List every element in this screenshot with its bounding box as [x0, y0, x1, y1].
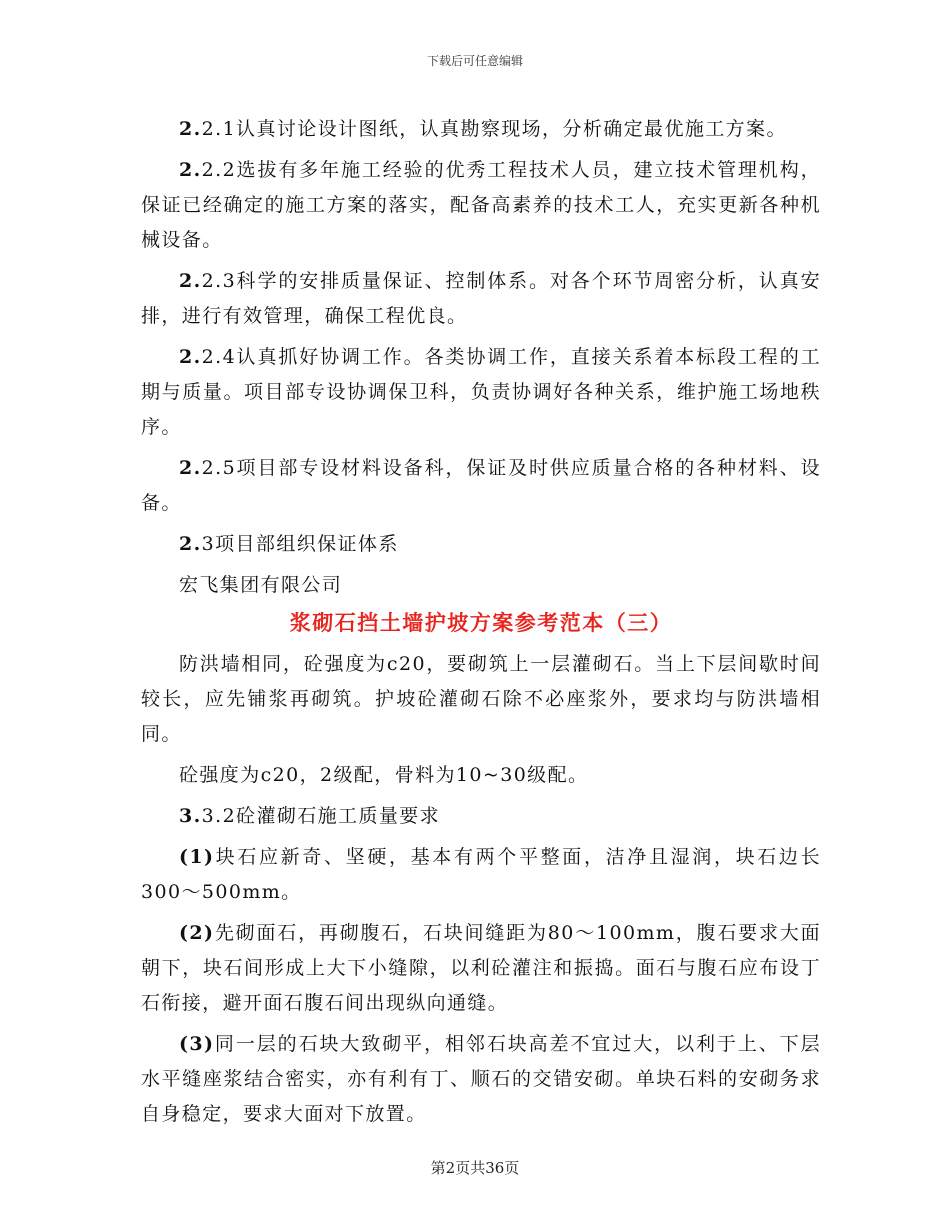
paragraph-text: 防洪墙相同，砼强度为c20，要砌筑上一层灌砌石。当上下层间歇时间较长，应先铺浆再砌筑。护坡砼灌砌石除不必座浆外，要求均与防洪墙相同。 [141, 653, 821, 745]
paragraph-2-2-2 [141, 153, 821, 258]
paragraph-number: 2. [179, 118, 202, 140]
list-item-1 [141, 840, 821, 910]
page-header: 下载后可任意编辑 [426, 54, 523, 68]
paragraph-number: 2. [179, 346, 202, 368]
paragraph-text: 2.5项目部专设材料设备科，保证及时供应质量合格的各种材料、设备。 [141, 457, 821, 514]
paragraph-text: 2.4认真抓好协调工作。各类协调工作，直接关系着本标段工程的工期与质量。项目部专设协调保卫科，负责协调好各种关系，维护施工场地秩序。 [141, 346, 821, 438]
list-item-3 [141, 1027, 821, 1132]
paragraph-text: 同一层的石块大致砌平，相邻石块高差不宜过大，以利于上、下层水平缝座浆结合密实，亦有利有丁、顺石的交错安砌。单块石料的安砌务求自身稳定，要求大面对下放置。 [141, 1033, 821, 1125]
paragraph-2-2-1 [141, 112, 821, 147]
company-name [141, 568, 821, 603]
paragraph-text: 3.2砼灌砌石施工质量要求 [201, 805, 441, 827]
paragraph-text: 砼强度为c20，2级配，骨料为10~30级配。 [179, 764, 589, 786]
paragraph-number: 2. [179, 457, 202, 479]
paragraph-number: 3. [179, 805, 202, 827]
paragraph-2-2-3 [141, 264, 821, 334]
paragraph-text: 3项目部组织保证体系 [201, 533, 399, 555]
paragraph-text: 2.1认真讨论设计图纸，认真勘察现场，分析确定最优施工方案。 [201, 118, 787, 140]
paragraph-intro [141, 647, 821, 752]
list-item-2 [141, 916, 821, 1021]
document-body [141, 112, 821, 1138]
paragraph-2-2-5 [141, 451, 821, 521]
paragraph-number: 2. [179, 270, 202, 292]
paragraph-number: 2. [179, 159, 202, 181]
paragraph-text: 宏飞集团有限公司 [179, 574, 343, 596]
paragraph-text: 先砌面石，再砌腹石，石块间缝距为80～100mm，腹石要求大面朝下，块石间形成上大下小缝隙，以利砼灌注和振捣。面石与腹石应布设丁石衔接，避开面石腹石间出现纵向通缝。 [141, 922, 821, 1014]
list-item-number: (1) [179, 846, 215, 868]
section-heading-2-3 [141, 527, 821, 562]
paragraph-concrete-grade [141, 758, 821, 793]
list-item-number: (2) [179, 922, 215, 944]
paragraph-2-2-4 [141, 340, 821, 445]
page-footer: 第2页共36页 [430, 1159, 520, 1177]
list-item-number: (3) [179, 1033, 215, 1055]
paragraph-text: 2.2选拔有多年施工经验的优秀工程技术人员，建立技术管理机构，保证已经确定的施工方案的落实，配备高素养的技术工人，充实更新各种机械设备。 [141, 159, 821, 251]
document-title: 浆砌石挡土墙护坡方案参考范本（三） [289, 610, 673, 635]
paragraph-text: 块石应新奇、坚硬，基本有两个平整面，洁净且湿润，块石边长300～500mm。 [141, 846, 821, 903]
paragraph-text: 2.3科学的安排质量保证、控制体系。对各个环节周密分析，认真安排，进行有效管理，确保工程优良。 [141, 270, 821, 327]
paragraph-number: 2. [179, 533, 202, 555]
section-heading-3-3-2 [141, 799, 821, 834]
